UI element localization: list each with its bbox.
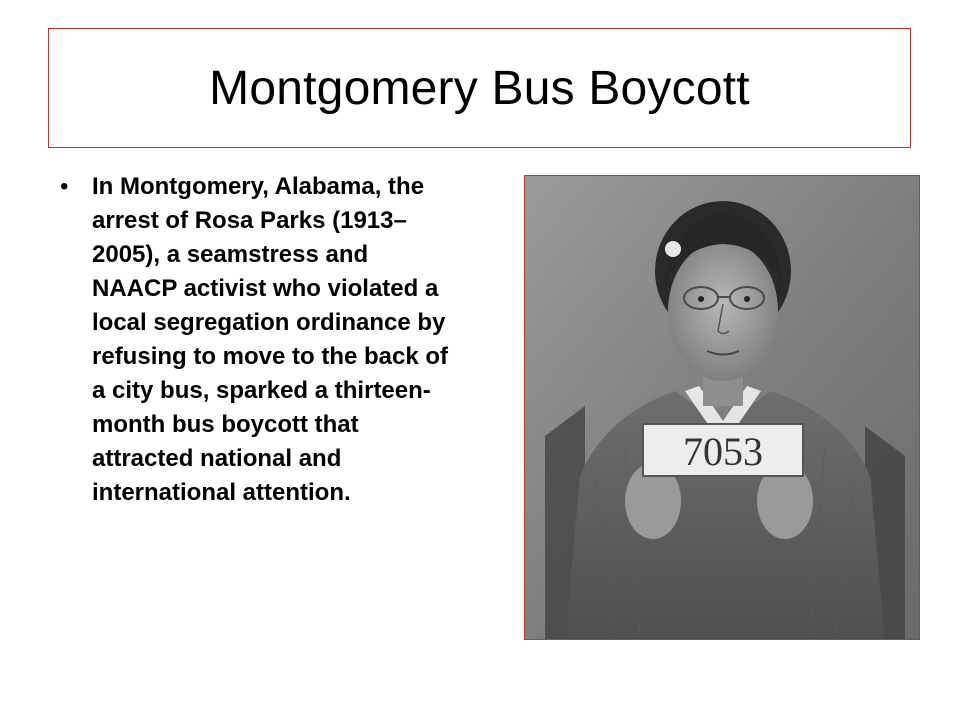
hair-flower-icon — [665, 241, 681, 257]
bullet-item — [60, 170, 460, 510]
rosa-parks-photo — [524, 175, 920, 640]
slide-title: Montgomery Bus Boycott — [209, 61, 750, 115]
title-frame — [48, 28, 911, 148]
bullet-icon: • — [60, 173, 69, 200]
placard-number: 7053 — [683, 429, 763, 474]
bullet-list — [60, 170, 460, 510]
portrait-illustration — [525, 176, 920, 640]
face — [668, 241, 778, 381]
bullet-text: In Montgomery, Alabama, the arrest of Rosa Parks (1913–2005), a seamstress and NAACP activist who violated a local segregation ordinance by refusing to move to the back of a city bus, sparked a thirteen-month bus boycott that attracted national and international attention. — [92, 173, 449, 506]
